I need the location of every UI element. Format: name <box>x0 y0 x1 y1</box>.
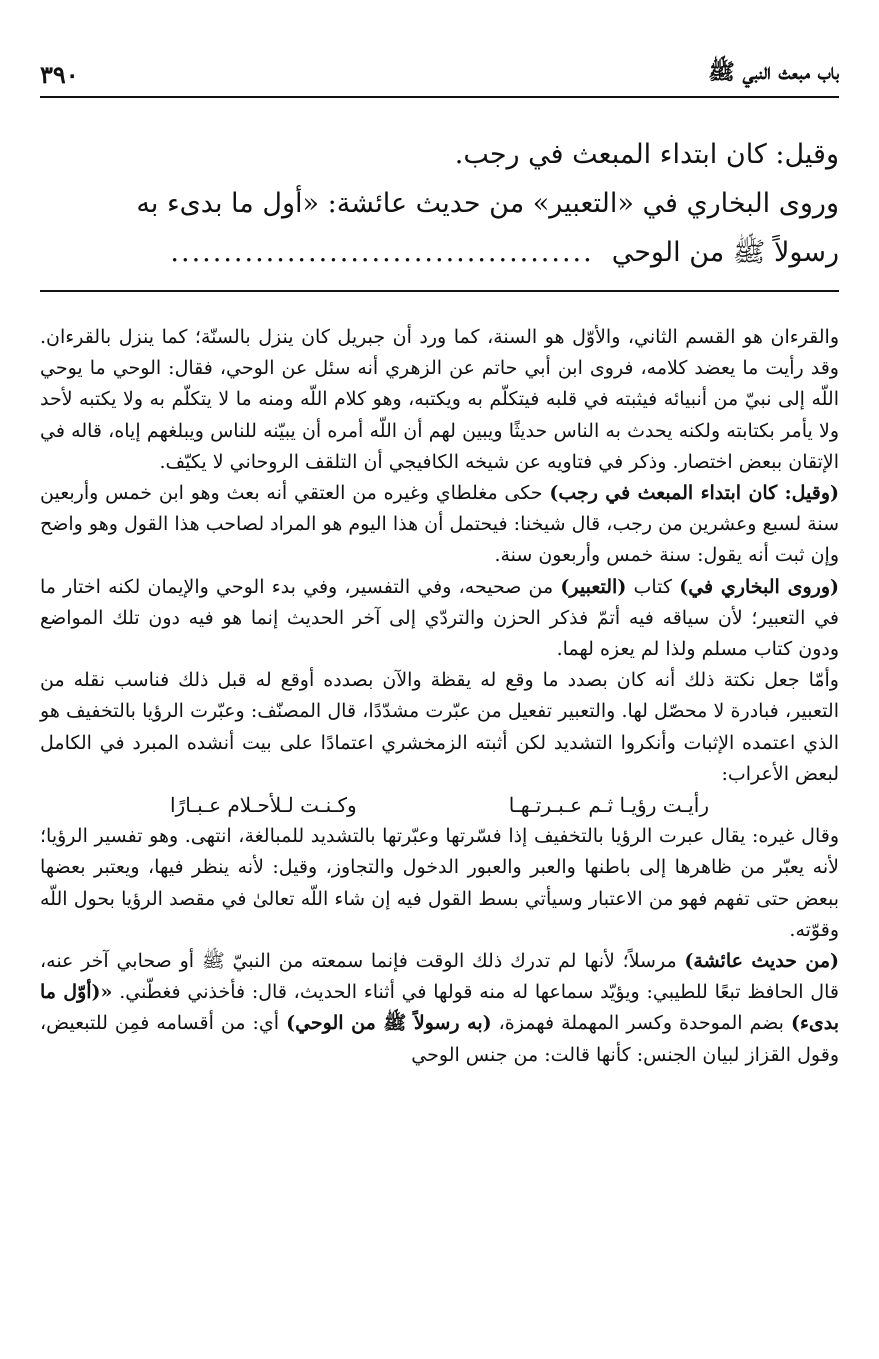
quoted-lemma: (وروى البخاري في) <box>679 575 839 598</box>
page-number: ٣٩٠ <box>40 59 79 89</box>
commentary-paragraph <box>40 572 839 666</box>
verse-hemistich-first: رأيـت رؤيـا ثـم عـبـرتـهـا <box>508 793 709 818</box>
commentary-text: كتاب <box>633 575 673 598</box>
quoted-lemma: «(أوّل ما بدىء) <box>40 981 840 1035</box>
section-divider <box>40 290 839 292</box>
commentary-text: من صحيحه، وفي التفسير، وفي بدء الوحي والإيمان لكنه اختار ما في التعبير؛ لأن سياقه فيه أتمّ فذكر الحزن والتردّي إلى آخر الحديث إنما هو فيه دون تلك المواضع ودون كتاب مسلم ولذا لم يعزه لهما. <box>40 575 839 661</box>
quoted-lemma: (من حديث عائشة) <box>684 950 839 973</box>
page-header <box>40 52 839 98</box>
quoted-lemma: (به رسولاً ﷺ من الوحي) <box>286 1012 492 1035</box>
quoted-lemma: (التعبير) <box>560 575 627 598</box>
commentary-text: بضم الموحدة وكسر المهملة فهمزة، <box>498 1012 784 1035</box>
commentary-text: حكى مغلطاي وغيره من العتقي أنه بعث وهو ابن خمس وأربعين سنة لسبع وعشرين من رجب، قال شيخنا: فيحتمل أن هذا اليوم هو المراد لصاحب هذا القول وهو واضح وإن ثبت أنه يقول: سنة خمس وأربعون سنة. <box>40 482 839 567</box>
matn-line: وقيل: كان ابتداء المبعث في رجب. <box>454 139 839 170</box>
commentary-paragraph: وأمّا جعل نكتة ذلك أنه كان بصدد ما وقع له يقظة والآن بصدده أوقع له قبل ذلك فناسب نقله من التعبير، فبادرة لا محصّل لها. والتعبير تفعيل من عبّرت مشدّدًا، قال المصنّف: وعبّرت الرؤيا بالتخفيف هو الذي اعتمده الإثبات وأنكروا التشديد لكن أثبته الزمخشري اعتمادًا على بيت أنشده المبرد في الكامل لبعض الأعراب: <box>40 669 839 785</box>
commentary-paragraph <box>40 946 839 1071</box>
commentary-text: أي: من أقسامه فمِن للتبعيض، وقول القزاز لبيان الجنس: كأنها قالت: من جنس الوحي <box>40 1012 839 1066</box>
commentary-text: مرسلاً؛ لأنها لم تدرك ذلك الوقت فإنما سمعته من النبيّ ﷺ أو صحابي آخر عنه، قال الحافظ تبعًا للطيبي: ويؤيّد سماعها له منه قولها في أثناء الحديث، قال: فأخذني فغطّني. <box>40 950 839 1004</box>
poetry-verse <box>40 790 839 821</box>
commentary-paragraph: وقال غيره: يقال عبرت الرؤيا بالتخفيف إذا فسّرتها وعبّرتها بالتشديد للمبالغة، انتهى. وهو تفسير الرؤيا؛ لأنه يعبّر من ظاهرها إلى باطنها والعبر والعبور الدخول والتجاوز، وقيل: لأنه ينظر فيها، ويعتبر بعضها ببعض حتى تفهم فهو من الاعتبار وسيأتي بسط القول فيه إن شاء اللّه تعالىٰ في مقصد الرؤيا بحول اللّه وقوّته. <box>40 825 839 941</box>
main-text <box>40 130 839 277</box>
commentary <box>40 322 839 1071</box>
quoted-lemma: (وقيل: كان ابتداء المبعث في رجب) <box>549 482 839 505</box>
matn-line <box>40 228 839 277</box>
commentary-paragraph <box>40 478 839 572</box>
matn-line-text: رسولاً ﷺ من الوحي <box>611 237 839 268</box>
matn-line: وروى البخاري في «التعبير» من حديث عائشة: «أول ما بدىء به <box>136 188 839 219</box>
commentary-paragraph: والقرءان هو القسم الثاني، والأوّل هو السنة، كما ورد أن جبريل كان ينزل بالسنّة؛ كما ينزل بالقرءان. وقد رأيت ما يعضد كلامه، فروى ابن أبي حاتم عن الزهري أنه سئل عن الوحي، فقال: الوحي ما يوحي اللّه إلى نبيّ من أنبيائه فيثبته في قلبه فيتكلّم به ويكتبه، وهو كلام اللّه ومنه ما لا يتكلّم به ولا يكتبه لأحد ولا يأمر بكتابته ولكنه يحدث به الناس حديثًا ويبين لهم أن اللّه أمره أن يبيّنه للناس ويبلغهم إياه، قاله في الإتقان ببعض اختصار. وذكر في فتاويه عن شيخه الكافيجي أن التلقف الروحاني لا يكيّف. <box>40 326 839 473</box>
chapter-title: باب مبعث النبي ﷺ <box>708 59 839 85</box>
verse-hemistich-second: وكـنـت لـلأحـلام عـبـارًا <box>170 793 357 818</box>
continuation-dots: ........................................ <box>170 237 594 268</box>
